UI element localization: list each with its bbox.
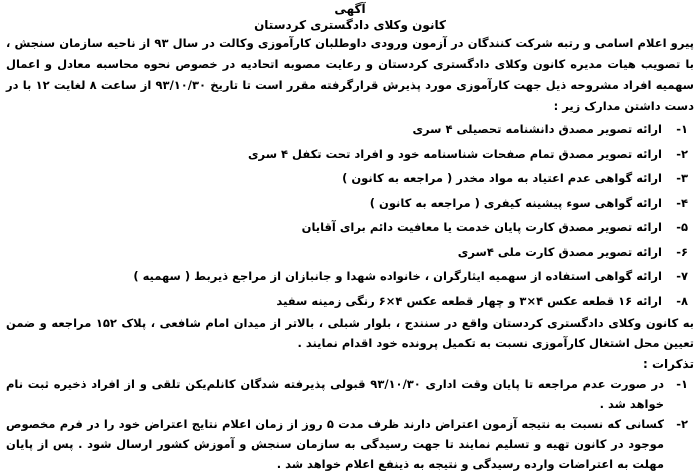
requirement-number: ۲- [676,146,688,161]
note-text: کسانی که نسبت به نتیجه آزمون اعتراض دارند ظرف مدت ۵ روز از زمان اعلام نتایج اعتراض خود را در فرم مخصوص موجود در کانون تهیه و تسلیم نمایند تا جهت رسیدگی به سازمان سنجش و آموزش کشور ارسال شود . پس از پایان مهلت به اعتراضات وارده رسیدگی و نتیجه به ذینفع اعلام خواهد شد . [6,417,664,471]
requirement-text: ارائه تصویر مصدق تمام صفحات شناسنامه خود و افراد تحت تکفل ۴ سری [248,146,662,161]
note-text: در صورت عدم مراجعه تا پایان وقت اداری ۹۳/۱۰/۳۰ قبولی پذیرفته شدگان کانلم‌یکن تلقی و از افراد ذخیره ثبت نام خواهد شد . [6,377,665,411]
requirement-text: ارائه تصویر مصدق کارت پایان خدمت یا معافیت دائم برای آقایان [301,220,662,234]
notice-subheading: کانون وکلای دادگستری کردستان [254,18,446,32]
requirement-item [6,289,694,314]
requirement-item [6,142,694,167]
requirement-item [6,264,694,289]
notes-list [6,374,694,474]
requirement-text: ارائه گواهی عدم اعتیاد به مواد مخدر ( مراجعه به کانون ) [342,171,662,185]
requirements-list [6,117,694,313]
note-item [6,414,694,474]
requirement-number: ۸- [676,293,688,308]
requirement-number: ۴- [676,195,688,210]
closing-paragraph: به کانون وکلای دادگستری کردستان واقع در سنندج ، بلوار شبلی ، بالاتر از میدان امام شافعی ، پلاک ۱۵۲ مراجعه و ضمن تعیین محل اشتغال کارآموزی نسبت به تکمیل پرونده خود اقدام نمایند . [6,316,694,350]
requirement-text: ارائه ۱۶ قطعه عکس ۴×۳ و چهار قطعه عکس ۴×۶ رنگی زمینه سفید [276,293,662,308]
requirement-item [6,215,694,240]
requirement-text: ارائه تصویر مصدق دانشنامه تحصیلی ۴ سری [412,122,662,136]
requirement-text: ارائه تصویر مصدق کارت ملی ۴سری [457,244,662,259]
intro-paragraph: پیرو اعلام اسامی و رتبه شرکت کنندگان در آزمون ورودی داوطلبان کارآموزی وکالت در سال ۹۳ از ناحیه سازمان سنجش ، با تصویب هیات مدیره کانون وکلای دادگستری کردستان و رعایت مصوبه اتحادیه در خصوص نحوه محاسبه معادل و اعمال سهمیه افراد مشروحه ذیل جهت کارآموزی مورد پذیرش قرارگرفته مقرر است تا تاریخ ۹۳/۱۰/۳۰ از ساعت ۸ لغایت ۱۲ با در دست داشتن مدارک زیر : [6,36,694,113]
note-number: ۱- [676,377,688,391]
note-number: ۲- [676,417,688,431]
requirement-number: ۶- [676,244,688,259]
requirement-number: ۱- [676,122,688,136]
requirement-number: ۵- [676,220,688,234]
notice-heading: آگهی [334,2,366,16]
requirement-number: ۷- [676,269,688,283]
requirement-item [6,240,694,265]
notes-title: تذکرات : [642,357,694,371]
requirement-item [6,117,694,142]
requirement-item [6,191,694,216]
note-item [6,374,694,414]
requirement-item [6,166,694,191]
requirement-number: ۳- [676,171,688,185]
requirement-text: ارائه گواهی استفاده از سهمیه ایثارگران ، خانواده شهدا و جانبازان از مراجع ذیربط ( سهمیه ) [133,269,662,283]
requirement-text: ارائه گواهی سوء پیشینه کیفری ( مراجعه به کانون ) [369,195,662,210]
